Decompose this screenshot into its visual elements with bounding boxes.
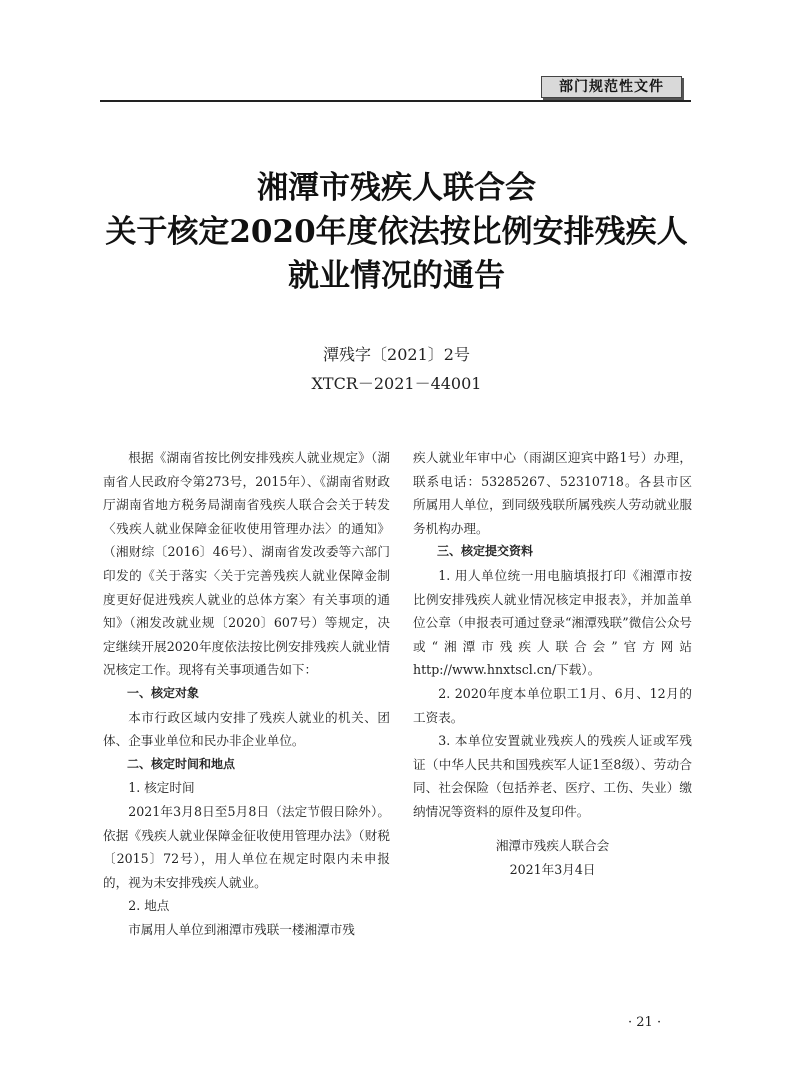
paragraph-scope: 本市行政区域内安排了残疾人就业的机关、团体、企事业单位和民办非企业单位。: [103, 709, 390, 749]
page-number: · 21 ·: [628, 1015, 662, 1030]
right-column: [413, 446, 692, 824]
header-rule: [100, 100, 691, 102]
signature-date: 2021年3月4日: [509, 861, 596, 877]
section-heading-2: 二、核定时间和地点: [127, 756, 236, 771]
subheading-time: 1. 核定时间: [128, 780, 195, 796]
paragraph-intro: 根据《湖南省按比例安排残疾人就业规定》（湖南省人民政府令第273号，2015年）、《湖南省财政厅湖南省地方税务局湖南省残疾人联合会关于转发〈残疾人就业保障金征收使用管理办法〉的通知》（湘财综〔2016〕46号）、湖南省发改委等六部门印发的《关于落实〈关于完善残疾人就业保障金制度更好促进残疾人就业的总体方案〉有关事项的通知》（湘发改就业规〔2020〕607号）等规定，决定继续开展2020年度依法按比例安排残疾人就业情况核定工作。现将有关事项通告如下：: [103, 450, 390, 678]
paragraph-time: 2021年3月8日至5月8日（法定节假日除外）。依据《残疾人就业保障金征收使用管理办法》（财税〔2015〕72号），用人单位在规定时限内未申报的，视为未安排残疾人就业。: [103, 803, 390, 890]
title-line-2: 关于核定2020年度依法按比例安排残疾人: [105, 214, 688, 250]
section-heading-1: 一、核定对象: [127, 685, 200, 700]
document-category-tag: 部门规范性文件: [541, 76, 682, 98]
subheading-place: 2. 地点: [128, 898, 170, 914]
title-line-3: 就业情况的通告: [288, 258, 505, 294]
paragraph-materials-2: 2. 2020年度本单位职工1月、6月、12月的工资表。: [413, 685, 692, 725]
signature-org: 湘潭市残疾人联合会: [495, 838, 610, 853]
section-heading-3: 三、核定提交资料: [437, 544, 534, 559]
signature-block: [413, 834, 692, 881]
doc-number-line-2: XTCR－2021－44001: [311, 374, 482, 393]
doc-number-line-1: 潭残字〔2021〕2号: [323, 345, 470, 364]
title-line-1: 湘潭市残疾人联合会: [257, 170, 536, 206]
document-number: [0, 340, 793, 398]
paragraph-place-continued: 疾人就业年审中心（雨湖区迎宾中路1号）办理，联系电话：53285267、52310718。各县市区所属用人单位，到同级残联所属残疾人劳动就业服务机构办理。: [413, 450, 692, 536]
paragraph-place-start: 市属用人单位到湘潭市残联一楼湘潭市残: [128, 921, 355, 937]
document-title: [90, 166, 703, 298]
paragraph-materials-3: 3. 本单位安置就业残疾人的残疾人证或军残证（中华人民共和国残疾军人证1至8级）、劳动合同、社会保险（包括养老、医疗、工伤、失业）缴纳情况等资料的原件及复印件。: [413, 733, 692, 819]
left-column: [103, 446, 390, 941]
paragraph-materials-1: 1. 用人单位统一用电脑填报打印《湘潭市按比例安排残疾人就业情况核定申报表》，并加盖单位公章（申报表可通过登录“湘潭残联”微信公众号或“湘潭市残疾人联合会”官方网站http://www.hnxtscl.cn/下载）。: [413, 567, 692, 678]
